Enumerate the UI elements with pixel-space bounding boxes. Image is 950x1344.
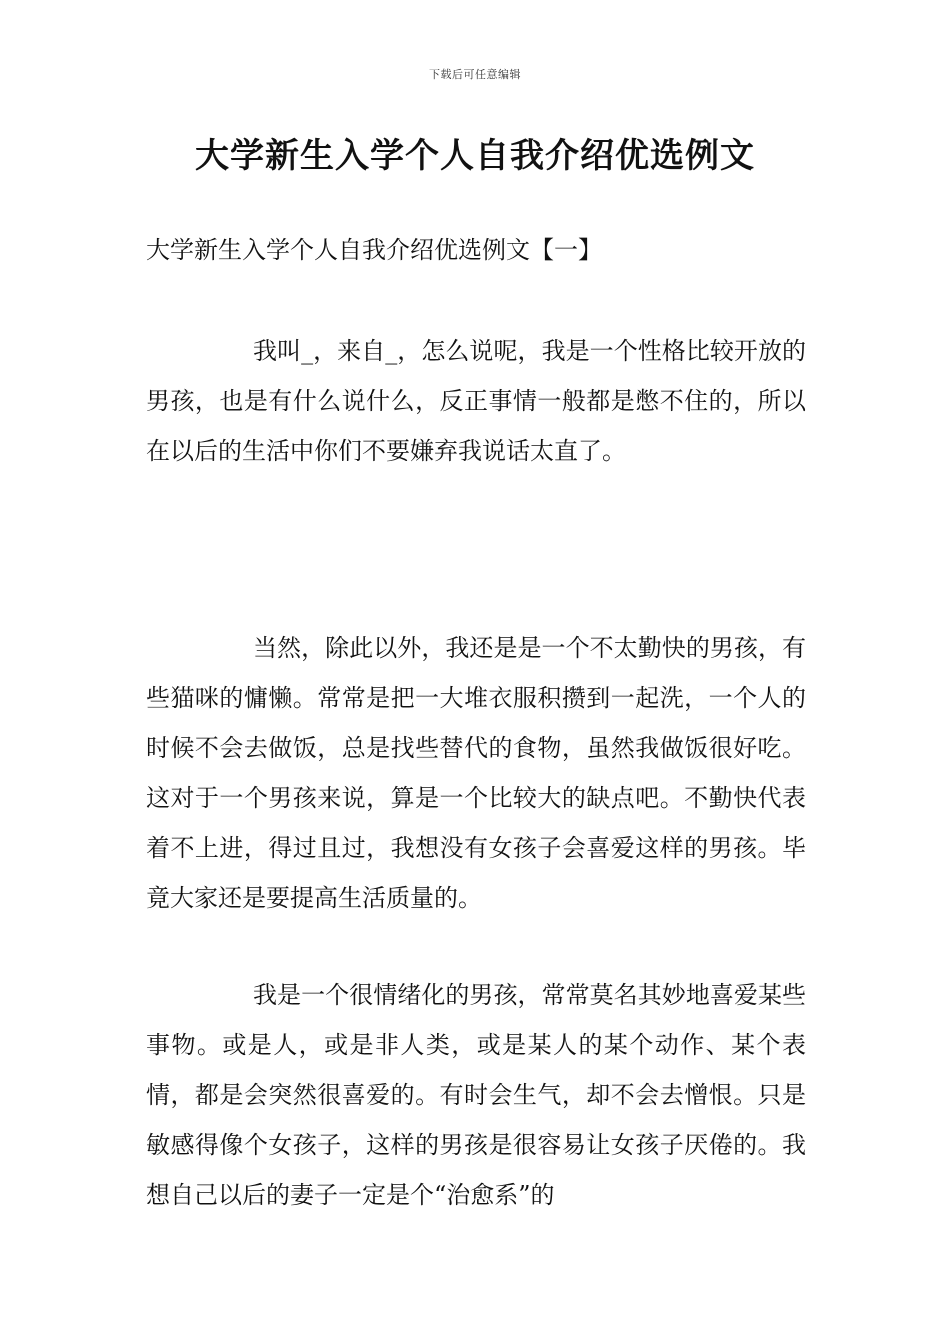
paragraph-3: 我是一个很情绪化的男孩，常常莫名其妙地喜爱某些事物。或是人，或是非人类，或是某人的某个动作、某个表情，都是会突然很喜爱的。有时会生气，却不会去憎恨。只是敏感得像个女孩子，这样的男孩是很容易让女孩子厌倦的。我想自己以后的妻子一定是个“治愈系”的 [146,981,806,1209]
paragraph-1: 我叫_，来自_，怎么说呢，我是一个性格比较开放的男孩，也是有什么说什么，反正事情一般都是憋不住的，所以在以后的生活中你们不要嫌弃我说话太直了。 [146,337,806,465]
section-heading: 大学新生入学个人自我介绍优选例文【一】 [146,236,602,264]
header-note: 下载后可任意编辑 [429,68,521,81]
document-title: 大学新生入学个人自我介绍优选例文 [195,136,755,176]
paragraph-2: 当然，除此以外，我还是是一个不太勤快的男孩，有些猫咪的慵懒。常常是把一大堆衣服积攒到一起洗，一个人的时候不会去做饭，总是找些替代的食物，虽然我做饭很好吃。这对于一个男孩来说，算是一个比较大的缺点吧。不勤快代表着不上进，得过且过，我想没有女孩子会喜爱这样的男孩。毕竟大家还是要提高生活质量的。 [146,634,806,912]
